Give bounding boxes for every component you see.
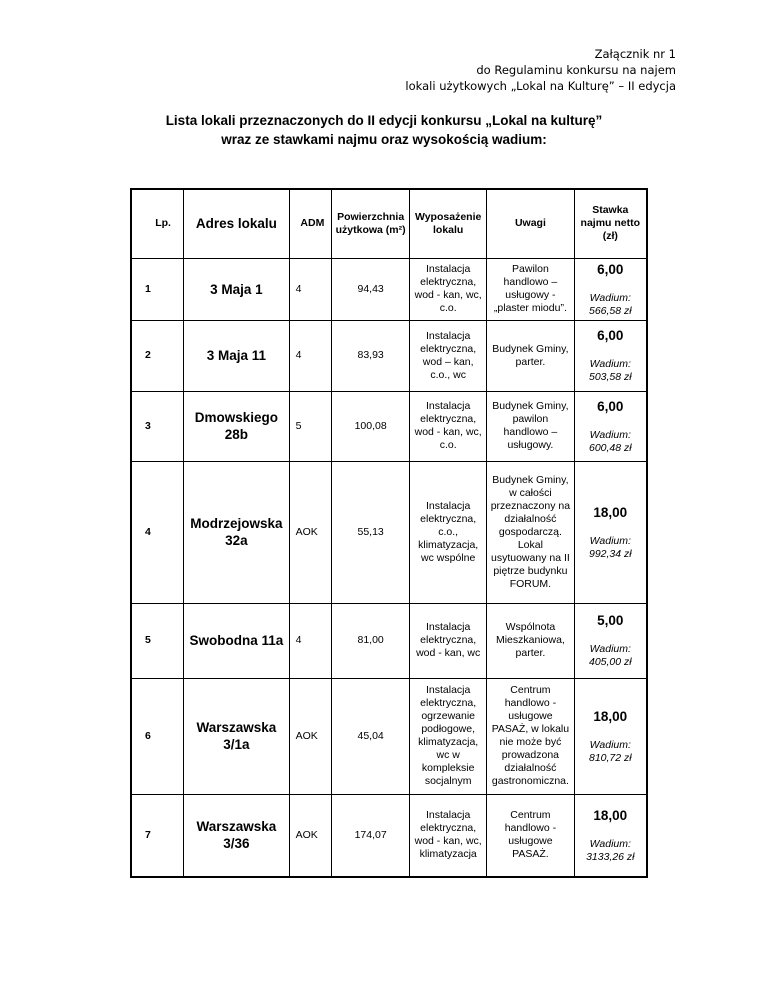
row-area: 100,08 [332,391,410,461]
rent-rate: 6,00 [597,261,624,277]
annex-line-3: lokali użytkowych „Lokal na Kulturę” – II edycja [405,79,676,93]
row-adm: AOK [289,794,332,877]
row-lp: 7 [131,794,184,877]
row-notes: Centrum handlowo - usługowe PASAŻ, w lokalu nie może być prowadzona działalność gastronomiczna. [487,678,574,794]
rent-rate: 6,00 [597,398,624,414]
row-equipment: Instalacja elektryczna, c.o., klimatyzacja, wc wspólne [410,461,487,603]
row-adm: 4 [289,320,332,391]
table-row [131,794,647,877]
row-equipment: Instalacja elektryczna, wod - kan, wc, klimatyzacja [410,794,487,877]
row-address: 3 Maja 11 [184,320,289,391]
row-equipment: Instalacja elektryczna, wod - kan, wc, c.o. [410,391,487,461]
rent-rate: 18,00 [593,807,628,823]
row-address: Dmowskiego 28b [184,391,289,461]
row-adm: 4 [289,603,332,678]
deposit-amount: Wadium: 810,72 zł [588,738,632,764]
title-line-2: wraz ze stawkami najmu oraz wysokością wadium: [221,132,547,147]
row-address: Modrzejowska 32a [184,461,289,603]
row-rate-cell [574,678,647,794]
header-notes: Uwagi [487,189,574,258]
row-area: 55,13 [332,461,410,603]
table-row [131,461,647,603]
row-address: 3 Maja 1 [184,258,289,320]
rent-rate: 5,00 [597,613,624,628]
table-header-row [131,189,647,258]
row-address: Warszawska 3/36 [184,794,289,877]
header-rate: Stawka najmu netto (zł) [574,189,647,258]
deposit-amount: Wadium: 503,58 zł [588,358,632,383]
row-adm: AOK [289,678,332,794]
row-notes: Budynek Gminy, pawilon handlowo – usługowy. [487,391,574,461]
deposit-amount: Wadium: 566,58 zł [588,291,632,317]
deposit-amount: Wadium: 600,48 zł [588,428,632,454]
table-row [131,258,647,320]
table-row [131,320,647,391]
row-address: Swobodna 11a [184,603,289,678]
table-row [131,603,647,678]
row-adm: 4 [289,258,332,320]
row-lp: 5 [131,603,184,678]
row-area: 174,07 [332,794,410,877]
rent-rate: 18,00 [593,504,628,520]
row-notes: Pawilon handlowo – usługowy - „plaster miodu”. [487,258,574,320]
row-lp: 2 [131,320,184,391]
row-area: 81,00 [332,603,410,678]
row-adm: 5 [289,391,332,461]
annex-reference [405,46,676,94]
row-lp: 1 [131,258,184,320]
row-adm: AOK [289,461,332,603]
row-area: 94,43 [332,258,410,320]
row-equipment: Instalacja elektryczna, ogrzewanie podłogowe, klimatyzacja, wc w kompleksie socjalnym [410,678,487,794]
row-equipment: Instalacja elektryczna, wod - kan, wc, c.o. [410,258,487,320]
deposit-amount: Wadium: 405,00 zł [588,643,632,668]
row-address: Warszawska 3/1a [184,678,289,794]
premises-table [130,188,648,878]
row-notes: Budynek Gminy, w całości przeznaczony na działalność gospodarczą. Lokal usytuowany na II piętrze budynku FORUM. [487,461,574,603]
deposit-amount: Wadium: 992,34 zł [588,534,632,560]
row-rate-cell [574,391,647,461]
row-rate-cell [574,461,647,603]
row-rate-cell [574,320,647,391]
table-row [131,678,647,794]
row-rate-cell [574,794,647,877]
row-lp: 6 [131,678,184,794]
deposit-amount: Wadium: 3133,26 zł [586,837,635,863]
row-rate-cell [574,258,647,320]
header-adm: ADM [289,189,332,258]
title-line-1: Lista lokali przeznaczonych do II edycji konkursu „Lokal na kulturę” [165,113,603,128]
row-lp: 4 [131,461,184,603]
rent-rate: 6,00 [597,328,624,343]
document-title [0,111,768,149]
annex-line-2: do Regulaminu konkursu na najem [476,63,676,77]
row-notes: Budynek Gminy, parter. [487,320,574,391]
row-area: 45,04 [332,678,410,794]
row-notes: Centrum handlowo - usługowe PASAŻ. [487,794,574,877]
header-address: Adres lokalu [184,189,289,258]
annex-line-1: Załącznik nr 1 [594,47,676,61]
header-equipment: Wyposażenie lokalu [410,189,487,258]
row-area: 83,93 [332,320,410,391]
header-area: Powierzchnia użytkowa (m²) [332,189,410,258]
row-notes: Wspólnota Mieszkaniowa, parter. [487,603,574,678]
rent-rate: 18,00 [593,708,628,724]
table-row [131,391,647,461]
row-equipment: Instalacja elektryczna, wod - kan, wc [410,603,487,678]
row-rate-cell [574,603,647,678]
row-equipment: Instalacja elektryczna, wod – kan, c.o., wc [410,320,487,391]
row-lp: 3 [131,391,184,461]
header-lp: Lp. [131,189,184,258]
